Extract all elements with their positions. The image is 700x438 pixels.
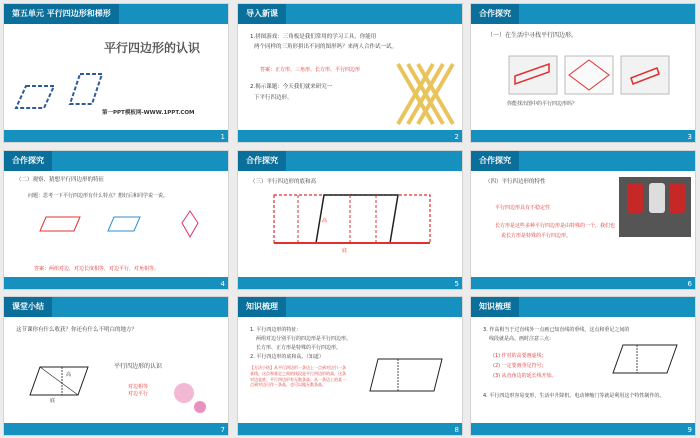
rule-3: (3) 从直角边的延长线开始。 — [493, 373, 557, 379]
text-line: 1.拼图游戏：三角板是我们常用的学习工具，你能用 — [250, 34, 377, 40]
rule-2: (2) 一定要画垂足符号； — [493, 363, 547, 369]
slide-number: 6 — [687, 280, 692, 288]
text-line: 两组对边分别平行的四边形是平行四边形。 — [256, 336, 352, 342]
text-line: 3. 作高相当于过直线外一点画已知直线的垂线，这点和垂足之间的 — [483, 327, 630, 333]
photo-grid — [471, 4, 696, 143]
question: 你能找出图中的平行四边形吗？ — [507, 101, 578, 107]
base-label: 底 — [342, 248, 348, 254]
note-2: 对边平行 — [128, 391, 149, 397]
text-line: 线段就是高。画时注意三点： — [489, 336, 555, 342]
unit-title: 第五单元 平行四边形和梯形 — [4, 4, 119, 24]
text-line: 1. 平行四边形的特征： — [250, 327, 302, 333]
section-tag: 导入新课 — [238, 4, 286, 24]
parallelogram-illustration — [4, 4, 229, 143]
height-label: 高 — [66, 372, 72, 378]
text-line: 4. 平行四边形容易变形，生活中升降机、电动伸缩门等就是利用这个特性制作的。 — [483, 393, 665, 399]
text-line: 下平行四边形。 — [254, 95, 293, 101]
site-label: 第一PPT模板网-WWW.1PPT.COM — [102, 110, 195, 116]
slide-footer — [238, 277, 463, 289]
rule-1: (1) 作对的高要画虚线； — [493, 353, 547, 359]
slide-title: 平行四边形的认识 — [104, 41, 201, 55]
subtitle: （二）观察、猜想平行四边形的特征 — [16, 177, 105, 183]
slide-number: 3 — [687, 133, 692, 141]
answer-text: 答案：正方形、三角形、长方形、平行四边形 — [260, 67, 361, 73]
slide-3[interactable] — [470, 3, 696, 143]
text-line: 两个同样的三角形拼出不同的图形吗？来两人合作试一试。 — [254, 44, 398, 50]
slide-4[interactable] — [3, 150, 229, 290]
slide-number: 4 — [220, 280, 225, 288]
subtitle: （三）平行四边形的底和高 — [250, 179, 317, 185]
slide-footer — [471, 277, 696, 289]
slide-number: 5 — [454, 280, 459, 288]
note-1: 对边相等 — [128, 384, 149, 390]
base-label: 底 — [50, 398, 56, 404]
slide-footer — [238, 423, 463, 435]
text-line: 2. 平行四边形的底和高。（知道） — [250, 354, 324, 360]
point-3: 说长方形是特殊的平行四边形。 — [501, 233, 572, 239]
slide-number: 2 — [454, 133, 459, 141]
method-summary: 【方法小结】从平行四边形一条边上一点到对边引一条垂线，这点和垂足之间的线段是平行四边形的高，这条对边是底；平行四边形有无数条高；从一条边上的某一点到对边可作一条高，也可以做无数条高。 — [250, 365, 346, 388]
slide-footer — [4, 130, 229, 142]
slide-1[interactable] — [3, 3, 229, 143]
section-tag: 课堂小结 — [4, 297, 52, 317]
section-tag: 合作探究 — [471, 4, 519, 24]
section-tag: 合作探究 — [4, 151, 52, 171]
slide-number: 1 — [220, 133, 225, 141]
slide-number: 7 — [220, 426, 225, 434]
point-1: 平行四边形具有不稳定性 — [495, 205, 551, 211]
text-line: 2.揭示课题：今天我们就来研究一 — [250, 84, 333, 90]
question: 问题：思考一下平行四边形有什么特点？想好后和同学说一说。 — [28, 193, 169, 199]
subtitle: （四）平行四边形的特性 — [485, 179, 546, 185]
slide-number: 8 — [454, 426, 459, 434]
slide-number: 9 — [687, 426, 692, 434]
height-diagram — [471, 297, 696, 436]
slide-footer — [238, 130, 463, 142]
subtitle: （一）在生活中寻找平行四边形。 — [487, 32, 578, 39]
section-tag: 知识梳理 — [238, 297, 286, 317]
text-line: 长方形、正方形是特殊的平行四边形。 — [256, 345, 342, 351]
slide-5[interactable] — [237, 150, 463, 290]
parking-photo — [471, 151, 696, 290]
folding-fence-illustration — [238, 4, 463, 143]
question: 这节课你有什么收获？你还有什么不明白的地方？ — [16, 327, 138, 333]
section-tag: 合作探究 — [471, 151, 519, 171]
slide-8[interactable] — [237, 296, 463, 436]
section-tag: 知识梳理 — [471, 297, 519, 317]
slide-2[interactable] — [237, 3, 463, 143]
point-2: 长方形是这些多种平行四边形是由特殊的一个，我们也 — [495, 223, 616, 229]
slide-footer — [4, 277, 229, 289]
slide-7[interactable] — [3, 296, 229, 436]
height-diagram — [238, 297, 463, 436]
answer-text: 答案：两组对边，对边长度相等，对边平行，对角相等。 — [34, 266, 160, 272]
slide-footer — [471, 423, 696, 435]
slide-footer — [4, 423, 229, 435]
height-base-diagram — [238, 151, 463, 290]
slide-9[interactable] — [470, 296, 696, 436]
height-label: 高 — [322, 218, 328, 224]
slide-footer — [471, 130, 696, 142]
slide-6[interactable] — [470, 150, 696, 290]
section-tag: 合作探究 — [238, 151, 286, 171]
summary-topic: 平行四边形的认识 — [114, 363, 163, 370]
